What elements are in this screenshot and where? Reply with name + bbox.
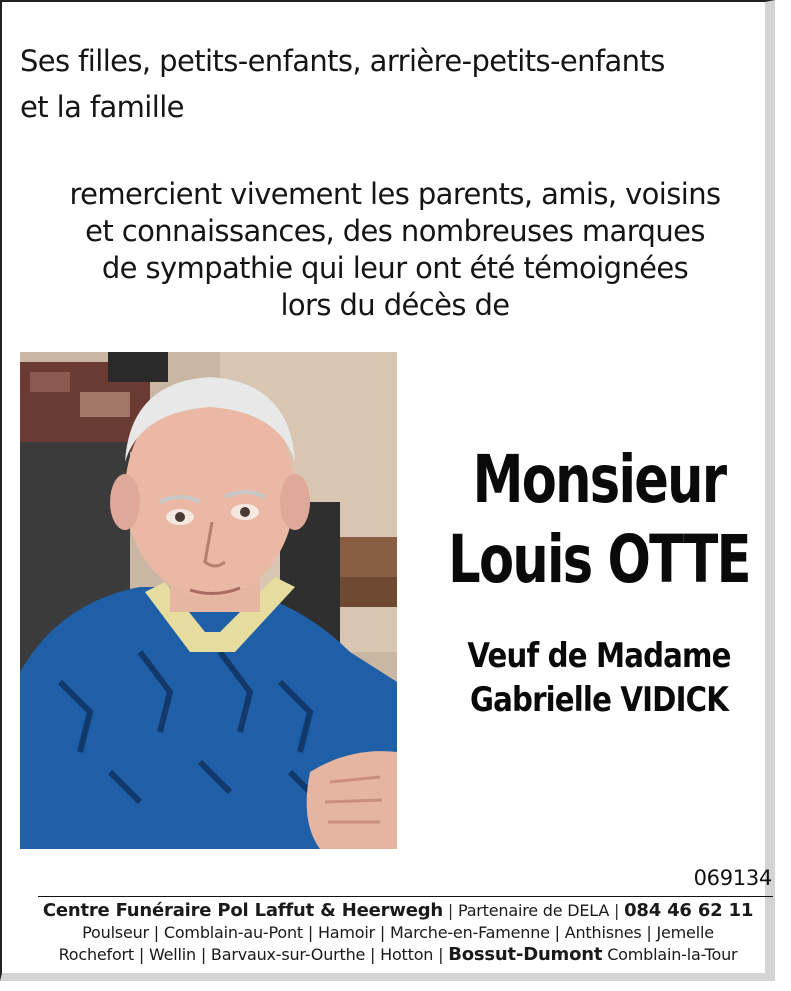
reference-number: 069134 <box>693 866 772 890</box>
thanks-paragraph <box>40 176 750 324</box>
funeral-home-footer <box>18 900 778 966</box>
portrait-photo <box>20 352 397 849</box>
widow-line-1: Veuf de Madame <box>467 636 731 676</box>
deceased-name: Louis OTTE <box>448 521 750 598</box>
footer-line-2: Poulseur | Comblain-au-Pont | Hamoir | Marche-en-Famenne | Anthisnes | Jemelle <box>82 923 714 942</box>
second-funeral-home-town: Comblain-la-Tour <box>607 945 738 964</box>
intro-line-2: et la famille <box>20 90 184 124</box>
second-funeral-home: Bossut-Dumont <box>448 944 603 965</box>
deceased-name-block <box>410 440 788 600</box>
thanks-line-2: et connaissances, des nombreuses marques <box>85 214 705 248</box>
widow-line-2: Gabrielle VIDICK <box>469 680 728 720</box>
deceased-title: Monsieur <box>472 441 726 518</box>
thanks-line-1: remercient vivement les parents, amis, voisins <box>69 177 721 211</box>
thanks-line-3: de sympathie qui leur ont été témoignées <box>101 251 689 285</box>
footer-places: Rochefort | Wellin | Barvaux-sur-Ourthe | Hotton | <box>58 945 444 964</box>
funeral-home-name: Centre Funéraire Pol Laffut & Heerwegh <box>42 900 443 921</box>
widow-block <box>410 634 788 722</box>
partner-text: Partenaire de DELA <box>457 901 610 920</box>
phone-number: 084 46 62 11 <box>624 900 754 921</box>
footer-divider <box>38 896 773 897</box>
thanks-line-4: lors du décès de <box>280 288 510 322</box>
intro-line-1: Ses filles, petits-enfants, arrière-petits-enfants <box>20 44 665 78</box>
portrait-illustration <box>20 352 397 849</box>
footer-line-3 <box>18 944 778 966</box>
footer-line-1: Centre Funéraire Pol Laffut & Heerwegh | Partenaire de DELA | 084 46 62 11 <box>42 900 754 921</box>
intro-text <box>20 38 665 130</box>
